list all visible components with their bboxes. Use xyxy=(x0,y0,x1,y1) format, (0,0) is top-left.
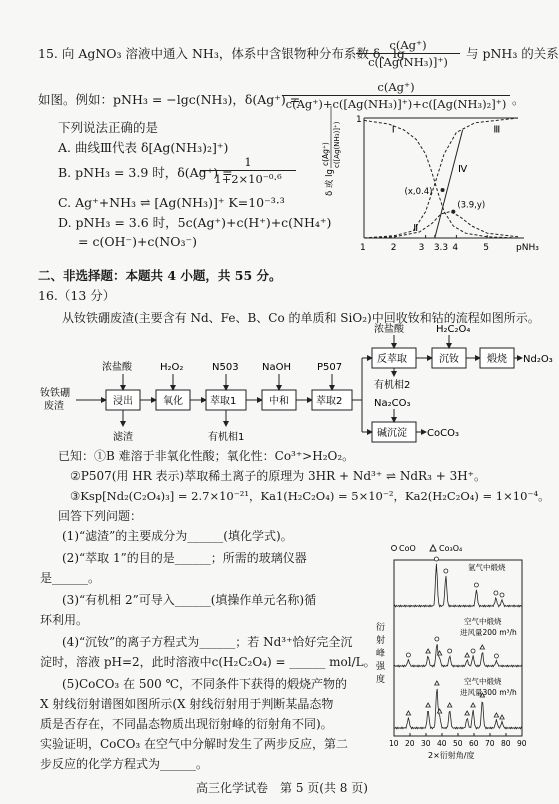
q16-title: 16.（13 分） xyxy=(38,288,116,303)
subq-5b: X 射线衍射谱图如图所示(X 射线衍射用于判断某晶态物 xyxy=(40,697,334,711)
chart-x-tick-label: 2 xyxy=(390,243,397,253)
xrd-x-label: 2×衍射角/度 xyxy=(428,751,475,760)
flow-input-hcl-2: 浓盐酸 xyxy=(374,324,404,335)
process-flow-diagram xyxy=(36,324,553,446)
xrd-figure xyxy=(372,540,532,770)
curve-label-i: Ⅰ xyxy=(391,124,395,136)
q15-prompt: 下列说法正确的是 xyxy=(58,120,159,135)
xrd-panel-label: 进风量300 m³/h xyxy=(460,688,517,697)
xrd-y-label-char: 峰 xyxy=(376,649,386,659)
q15-option-b-fraction: $\frac{1}{\text{1+2×10⁻⁰·⁶}}$ xyxy=(200,155,296,186)
xrd-frame xyxy=(394,560,522,736)
known-2: ②P507(用 HR 表示)萃取稀土离子的原理为 3HR + Nd³⁺ ⇌ NdR₃ + 3H⁺。 xyxy=(70,469,487,483)
chart-point-label: (3.9,y) xyxy=(457,200,486,211)
xrd-peak-coo xyxy=(448,649,452,653)
xrd-x-tick-label: 80 xyxy=(501,739,511,748)
q15-fraction-lg: $\frac{c(Ag^+)}{\text{c([Ag(NH₃)]⁺)}}$ xyxy=(356,38,460,69)
xrd-peak-coo xyxy=(494,591,498,595)
xrd-peak-co3o4 xyxy=(435,681,439,685)
subq-4b: 淀时，溶液 pH=2，此时溶液中c(H₂C₂O₄) = ______ mol/L。 xyxy=(40,655,376,669)
chart-y-label xyxy=(321,106,341,196)
legend-coo-marker xyxy=(392,546,397,551)
xrd-peak-coo xyxy=(494,654,498,658)
xrd-panel-label: 空气中煅烧 xyxy=(464,617,502,626)
xrd-peak-co3o4 xyxy=(480,645,484,649)
q15-speciation-chart xyxy=(318,112,539,258)
flow-box-extract1-label: 萃取1 xyxy=(210,396,237,407)
xrd-peak-co3o4 xyxy=(406,711,410,715)
flow-box-precipitate-nd-label: 沉钕 xyxy=(439,354,459,365)
subq-3b: 环利用。 xyxy=(40,613,89,627)
flow-output-nd2o3: Nd₂O₃ xyxy=(523,354,553,365)
xrd-y-label-char: 度 xyxy=(376,675,386,685)
xrd-peak-coo xyxy=(444,569,448,573)
xrd-peak-co3o4 xyxy=(465,711,469,715)
subq-4a: (4)“沉钕”的离子方程式为______；若 Nd³⁺恰好完全沉 xyxy=(62,635,353,649)
q15-stem-line1: 15. 向 AgNO₃ 溶液中通入 NH₃，体系中含银物种分布系数 δ、lg xyxy=(38,46,405,61)
xrd-peak-co3o4 xyxy=(494,713,498,717)
xrd-y-label-char: 强 xyxy=(376,662,386,672)
flow-input-naoh: NaOH xyxy=(262,362,291,373)
flow-box-calcine-label: 煅烧 xyxy=(487,354,507,365)
chart-x-label: pNH₃ xyxy=(516,243,539,253)
known-1: 已知：①B 难溶于非氧化性酸；氧化性：Co³⁺>H₂O₂。 xyxy=(58,449,355,463)
xrd-peak-coo xyxy=(406,653,410,657)
q15-fraction-delta: $\frac{c(Ag^+)}{\text{c(Ag⁺)+c([Ag(NH₃)]⁺)+c([Ag(NH₃)₂]⁺)}}$ xyxy=(282,80,510,111)
chart-point xyxy=(441,188,445,192)
xrd-peak-co3o4 xyxy=(500,715,504,719)
flow-input-na2co3: Na₂CO₃ xyxy=(374,398,411,409)
xrd-peak-co3o4 xyxy=(447,703,451,707)
chart-x-tick-label: 1 xyxy=(360,243,366,253)
subq-5c: 质是否存在，不同晶态物质出现衍射峰的衍射角不同)。 xyxy=(40,717,333,731)
subq-1: (1)“滤渣”的主要成分为______(填化学式)。 xyxy=(62,529,293,543)
page-footer: 高三化学试卷 第 5 页(共 8 页) xyxy=(196,781,368,795)
subq-5a: (5)CoCO₃ 在 500 ℃，不同条件下获得的煅烧产物的 xyxy=(62,677,348,691)
chart-y-tick: 1 xyxy=(356,115,362,125)
xrd-peak-co3o4 xyxy=(471,703,475,707)
q15-option-d-line2: = c(OH⁻)+c(NO₃⁻) xyxy=(78,234,197,249)
xrd-peak-coo xyxy=(471,649,475,653)
xrd-peak-coo xyxy=(435,637,439,641)
xrd-peak-coo xyxy=(434,557,438,561)
xrd-peak-coo xyxy=(474,583,478,587)
chart-y-label-main: δ 或 lg xyxy=(325,169,335,196)
q15-stem-line2: 如图。例如：pNH₃ = −lgc(NH₃)，δ(Ag⁺) = xyxy=(38,92,301,107)
xrd-peak-co3o4 xyxy=(465,653,469,657)
xrd-x-tick-label: 90 xyxy=(517,739,527,748)
flow-input-h2o2: H₂O₂ xyxy=(160,362,184,373)
xrd-peak-coo xyxy=(500,593,504,597)
q15-option-a: A. 曲线Ⅲ代表 δ[Ag(NH₃)₂]⁺) xyxy=(58,140,229,155)
curve-iii xyxy=(364,118,518,238)
chart-y-label-den: c([Ag(NH₃)]⁺) xyxy=(333,121,341,168)
q15-option-d-line1: D. pNH₃ = 3.6 时，5c(Ag⁺)+c(H⁺)+c(NH₄⁺) xyxy=(58,215,332,230)
q16-intro: 从钕铁硼废渣(主要含有 Nd、Fe、B、Co 的单质和 SiO₂)中回收钕和钴的流程如图所示。 xyxy=(62,311,540,325)
q15-option-c: C. Ag⁺+NH₃ ⇌ [Ag(NH₃)]⁺ K=10⁻³·³ xyxy=(58,195,285,210)
flow-input-p507: P507 xyxy=(317,362,343,373)
flow-box-oxidize-label: 氧化 xyxy=(163,396,183,407)
xrd-panel-label: 氩气中煅烧 xyxy=(468,563,506,572)
flow-output-organic1: 有机相1 xyxy=(208,432,245,443)
flow-output-coco3: CoCO₃ xyxy=(427,428,459,439)
xrd-x-tick-label: 70 xyxy=(485,739,495,748)
xrd-x-tick-label: 40 xyxy=(437,739,447,748)
q15-option-b: B. pNH₃ = 3.9 时，δ(Ag⁺) = xyxy=(58,165,233,180)
flow-output-organic2: 有机相2 xyxy=(374,380,411,391)
known-3: ③Ksp[Nd₂(C₂O₄)₃] = 2.7×10⁻²¹，Ka1(H₂C₂O₄) = 5×10⁻²，Ka2(H₂C₂O₄) = 1×10⁻⁴。 xyxy=(70,489,550,503)
xrd-y-label-char: 射 xyxy=(376,636,386,646)
flow-box-strip-label: 反萃取 xyxy=(377,354,407,365)
flow-input-h2c2o4: H₂C₂O₄ xyxy=(436,324,471,335)
section2-heading: 二、非选择题：本题共 4 小题，共 55 分。 xyxy=(38,268,282,283)
xrd-x-tick-label: 60 xyxy=(469,739,479,748)
subq-5d: 实验证明，CoCO₃ 在空气中分解时发生了两步反应，第二 xyxy=(40,737,349,751)
chart-x-tick-label: 5 xyxy=(483,243,489,253)
xrd-x-tick-label: 50 xyxy=(453,739,463,748)
chart-x-tick-label: 3 xyxy=(418,243,425,253)
subq-2b: 是______。 xyxy=(40,571,101,585)
flow-box-neutralize-label: 中和 xyxy=(269,396,289,407)
curve-label-iii: Ⅲ xyxy=(493,124,501,136)
flow-start-line1: 钕铁硼 xyxy=(40,388,70,399)
curve-label-ii: Ⅱ xyxy=(413,222,419,234)
subq-5e: 步反应的化学方程式为______。 xyxy=(40,757,209,771)
chart-point-label: (x,0.4) xyxy=(404,187,433,197)
flow-box-alkali-precip-label: 碱沉淀 xyxy=(377,428,407,439)
xrd-x-tick-label: 30 xyxy=(421,739,431,748)
legend-co3o4-marker xyxy=(430,545,436,551)
xrd-x-tick-label: 10 xyxy=(389,739,399,748)
chart-point xyxy=(451,210,455,214)
q15-stem-line2-end: 。 xyxy=(512,92,525,107)
q15-stem-line1-end: 与 pNH₃ 的关系 xyxy=(466,46,559,61)
xrd-peak-co3o4 xyxy=(426,703,430,707)
xrd-y-label-char: 衍 xyxy=(376,623,386,633)
chart-x-tick-label: 4 xyxy=(452,243,459,253)
flow-output-residue: 滤渣 xyxy=(113,432,133,443)
subq-3a: (3)“有机相 2”可导入______(填操作单元名称)循 xyxy=(62,593,317,607)
flow-start-line2: 废渣 xyxy=(44,401,64,412)
chart-x-tick-label: 3.3 xyxy=(433,243,449,253)
curve-i xyxy=(364,120,518,238)
legend-co3o4: Co₃O₄ xyxy=(439,544,463,553)
known-ask: 回答下列问题： xyxy=(58,509,143,523)
legend-coo: CoO xyxy=(399,544,416,553)
xrd-panel-label: 进风量200 m³/h xyxy=(460,628,517,637)
flow-input-n503: N503 xyxy=(212,362,239,373)
xrd-x-tick-label: 20 xyxy=(405,739,415,748)
flow-input-hcl-1: 浓盐酸 xyxy=(102,362,132,373)
xrd-peak-co3o4 xyxy=(426,649,430,653)
chart-y-label-num: c(Ag⁺) xyxy=(321,142,330,166)
xrd-spectrum-2 xyxy=(394,644,522,667)
xrd-panel-label: 空气中煅烧 xyxy=(464,677,502,686)
subq-2a: (2)“萃取 1”的目的是______；所需的玻璃仪器 xyxy=(62,551,307,565)
flow-box-extract2-label: 萃取2 xyxy=(316,396,343,407)
flow-box-leach-label: 浸出 xyxy=(113,396,133,407)
curve-label-iv: Ⅳ xyxy=(457,164,468,175)
